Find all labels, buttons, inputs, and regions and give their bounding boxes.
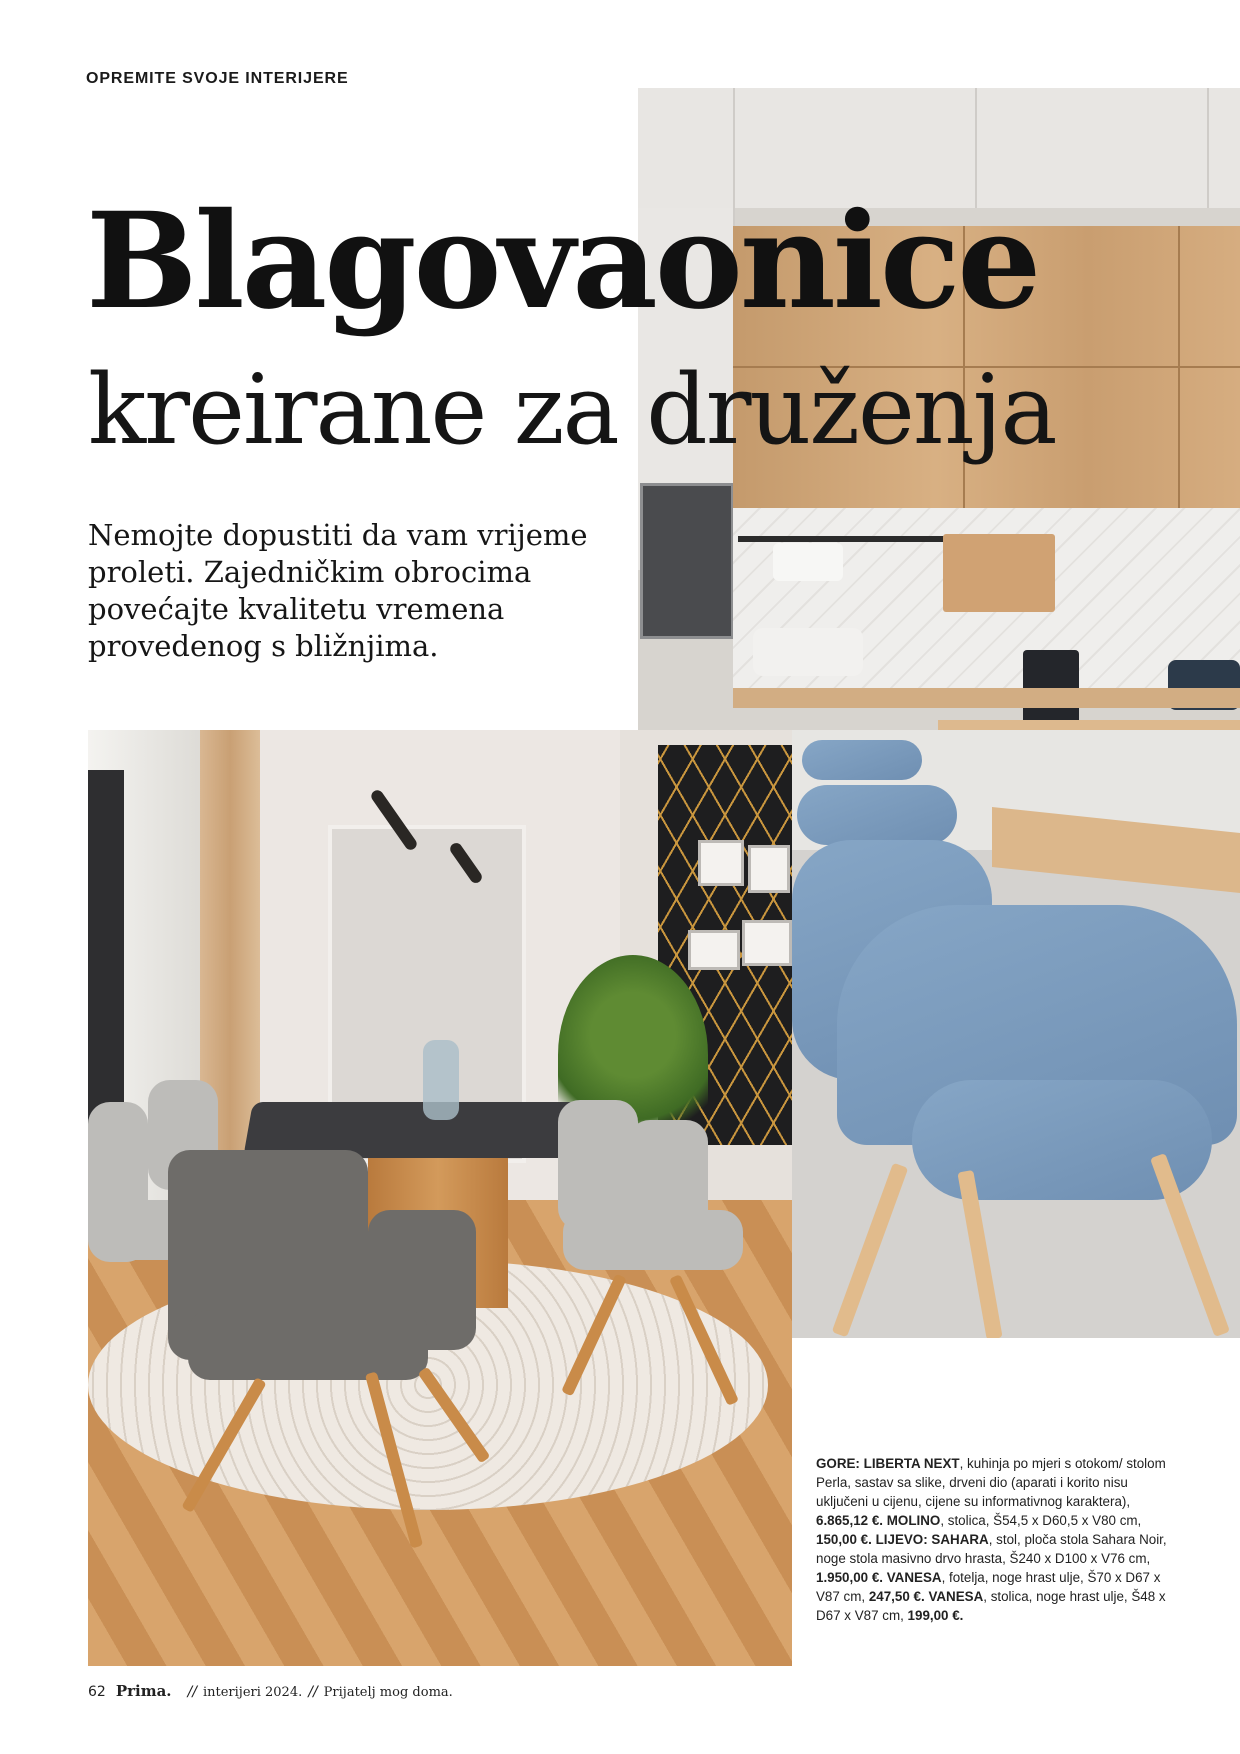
dining-room-photo [88, 730, 792, 1666]
caption-product: VANESA [886, 1570, 942, 1585]
page-title: Blagovaonice [86, 184, 1039, 339]
footer-separator: // [308, 1684, 318, 1700]
caption-price: 150,00 €. [816, 1532, 872, 1547]
caption-text: , stolica, noge hrast ulje, Š48 x D67 x V87 cm, [816, 1589, 1166, 1623]
caption-label-gore: GORE: [816, 1456, 860, 1471]
caption-product: MOLINO [886, 1513, 941, 1528]
caption-text: , kuhinja po mjeri s otokom/ stolom Perla, sastav sa slike, drveni dio (aparati i korito nisu uključeni u cijenu, cijene su informativnog karaktera), [816, 1456, 1166, 1509]
brand-logo: Prima. [115, 1682, 172, 1700]
caption-text: , stolica, Š54,5 x D60,5 x V80 cm, [940, 1513, 1142, 1528]
caption-price: 199,00 €. [907, 1608, 964, 1623]
section-kicker: OPREMITE SVOJE INTERIJERE [86, 70, 349, 87]
footer-tagline: Prijatelj mog doma. [323, 1685, 453, 1700]
blue-chair-photo [792, 730, 1240, 1338]
caption-text: , fotelja, noge hrast ulje, Š70 x D67 x V87 cm, [816, 1570, 1161, 1604]
caption-label-lijevo: LIJEVO: [875, 1532, 928, 1547]
caption-price: 247,50 €. [868, 1589, 925, 1604]
caption-product: LIBERTA NEXT [863, 1456, 960, 1471]
caption-price: 1.950,00 €. [816, 1570, 884, 1585]
page-subtitle: kreirane za druženja [88, 354, 1056, 466]
caption-product: VANESA [928, 1589, 984, 1604]
caption-product: SAHARA [931, 1532, 989, 1547]
intro-paragraph: Nemojte dopustiti da vam vrijeme proleti. Zajedničkim obrocima povećajte kvalitetu vremena provedenog s bližnjima. [88, 518, 588, 663]
page-footer [88, 1682, 453, 1700]
caption-price: 6.865,12 €. [816, 1513, 884, 1528]
product-caption [816, 1454, 1176, 1625]
page-number: 62 [88, 1684, 106, 1700]
footer-issue: interijeri 2024. [202, 1685, 303, 1700]
footer-separator: // [187, 1684, 197, 1700]
caption-text: , stol, ploča stola Sahara Noir, noge stola masivno drvo hrasta, Š240 x D100 x V76 cm, [816, 1532, 1167, 1566]
